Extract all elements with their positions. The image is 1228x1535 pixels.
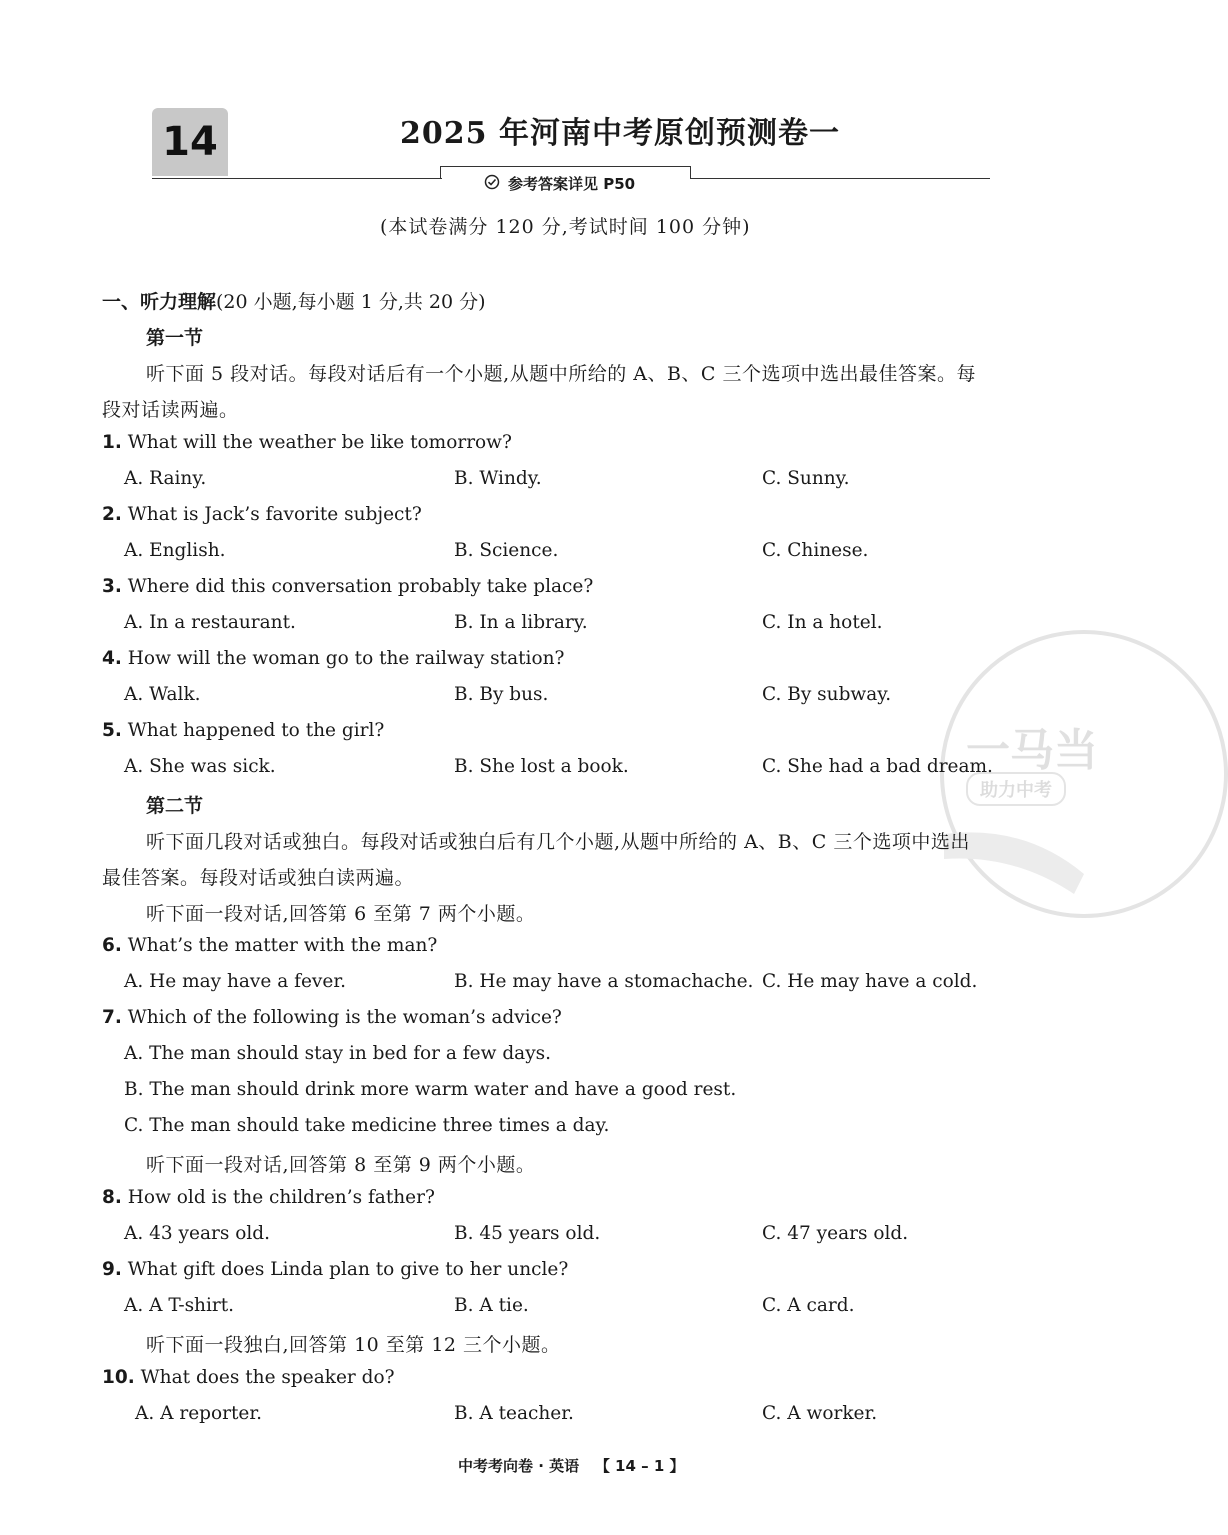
option-c: C. A worker. [762, 1403, 878, 1424]
question-number: 3. [102, 576, 122, 597]
option-b: B. By bus. [454, 684, 549, 705]
monologue-instruction-10-12: 听下面一段独白,回答第 10 至第 12 三个小题。 [146, 1334, 561, 1356]
question-text: What gift does Linda plan to give to her uncle? [127, 1259, 569, 1280]
page-title: 2025 年河南中考原创预测卷一 [400, 116, 840, 151]
question-number: 5. [102, 720, 122, 741]
question-text: Where did this conversation probably take place? [127, 576, 594, 597]
option-a: A. A reporter. [135, 1403, 263, 1424]
section-heading-scoring: (20 小题,每小题 1 分,共 20 分) [216, 291, 486, 313]
option-b: B. In a library. [454, 612, 588, 633]
question-text: How old is the children’s father? [127, 1187, 435, 1208]
option-a: A. She was sick. [124, 756, 276, 777]
option-b: B. A tie. [454, 1295, 529, 1316]
option-a: A. A T-shirt. [124, 1295, 235, 1316]
question-number: 9. [102, 1259, 122, 1280]
part2-instruction-line1: 听下面几段对话或独白。每段对话或独白后有几个小题,从题中所给的 A、B、C 三个选项中选出 [146, 831, 970, 853]
question-9 [102, 1259, 568, 1280]
option-a: A. Walk. [124, 684, 201, 705]
question-1 [102, 432, 512, 453]
option-c: C. She had a bad dream. [762, 756, 993, 777]
page-footer [458, 1455, 685, 1476]
option-b: B. A teacher. [454, 1403, 574, 1424]
answer-reference-text: 参考答案详见 P50 [508, 175, 636, 193]
option-a: A. English. [124, 540, 226, 561]
question-4 [102, 648, 564, 669]
option-c: C. Chinese. [762, 540, 869, 561]
question-number: 2. [102, 504, 122, 525]
question-number: 7. [102, 1007, 122, 1028]
watermark-slogan: 助力中考 [966, 772, 1066, 806]
question-number: 6. [102, 935, 122, 956]
option-c: C. Sunny. [762, 468, 850, 489]
header-rule-step-right [690, 166, 694, 178]
header-rule-right [690, 178, 990, 179]
option-b: B. 45 years old. [454, 1223, 601, 1244]
part1-instruction-line1: 听下面 5 段对话。每段对话后有一个小题,从题中所给的 A、B、C 三个选项中选出最佳答案。每 [146, 363, 977, 385]
option-a: A. Rainy. [124, 468, 207, 489]
question-3 [102, 576, 593, 597]
question-text: How will the woman go to the railway station? [127, 648, 565, 669]
question-2 [102, 504, 422, 525]
question-number: 1. [102, 432, 122, 453]
question-text: Which of the following is the woman’s advice? [127, 1007, 562, 1028]
question-text: What is Jack’s favorite subject? [127, 504, 422, 525]
question-number: 8. [102, 1187, 122, 1208]
option-c: C. The man should take medicine three times a day. [124, 1115, 610, 1136]
option-c: C. In a hotel. [762, 612, 883, 633]
footer-label: 中考考向卷 · 英语 [458, 1457, 580, 1475]
option-c: C. A card. [762, 1295, 855, 1316]
option-a: A. In a restaurant. [124, 612, 296, 633]
question-8 [102, 1187, 435, 1208]
question-text: What’s the matter with the man? [127, 935, 438, 956]
option-b: B. She lost a book. [454, 756, 629, 777]
question-text: What will the weather be like tomorrow? [127, 432, 512, 453]
option-c: C. By subway. [762, 684, 892, 705]
check-circle-icon [484, 174, 500, 194]
option-c: C. 47 years old. [762, 1223, 909, 1244]
header-rule-left [152, 178, 442, 179]
section-heading-title: 一、听力理解 [102, 291, 217, 313]
question-6 [102, 935, 437, 956]
question-7 [102, 1007, 562, 1028]
part1-instruction-line2: 段对话读两遍。 [102, 399, 239, 421]
option-b: B. He may have a stomachache. [454, 971, 754, 992]
exam-note: (本试卷满分 120 分,考试时间 100 分钟) [380, 216, 751, 238]
question-number: 4. [102, 648, 122, 669]
question-text: What happened to the girl? [127, 720, 385, 741]
question-5 [102, 720, 384, 741]
part2-instruction-line2: 最佳答案。每段对话或独白读两遍。 [102, 867, 415, 889]
option-b: B. Windy. [454, 468, 542, 489]
question-text: What does the speaker do? [140, 1367, 395, 1388]
watermark-brand: 一马当 [966, 725, 1098, 776]
header-rule-top [440, 166, 691, 167]
answer-reference [484, 173, 635, 194]
question-10 [102, 1367, 395, 1388]
option-a: A. 43 years old. [124, 1223, 270, 1244]
page-number: 【 14 – 1 】 [594, 1457, 685, 1475]
paper-number: 14 [162, 119, 218, 165]
part2-title: 第二节 [146, 795, 204, 817]
option-b: B. Science. [454, 540, 559, 561]
dialog-instruction-8-9: 听下面一段对话,回答第 8 至第 9 两个小题。 [146, 1154, 536, 1176]
option-a: A. The man should stay in bed for a few days. [124, 1043, 552, 1064]
header-rule-step-left [440, 166, 444, 178]
dialog-instruction-6-7: 听下面一段对话,回答第 6 至第 7 两个小题。 [146, 903, 536, 925]
option-b: B. The man should drink more warm water and have a good rest. [124, 1079, 737, 1100]
section-heading [102, 287, 486, 314]
option-c: C. He may have a cold. [762, 971, 978, 992]
option-a: A. He may have a fever. [124, 971, 347, 992]
watermark-swoosh [944, 814, 1224, 914]
question-number: 10. [102, 1367, 135, 1388]
paper-number-badge [152, 108, 228, 176]
part1-title: 第一节 [146, 327, 204, 349]
